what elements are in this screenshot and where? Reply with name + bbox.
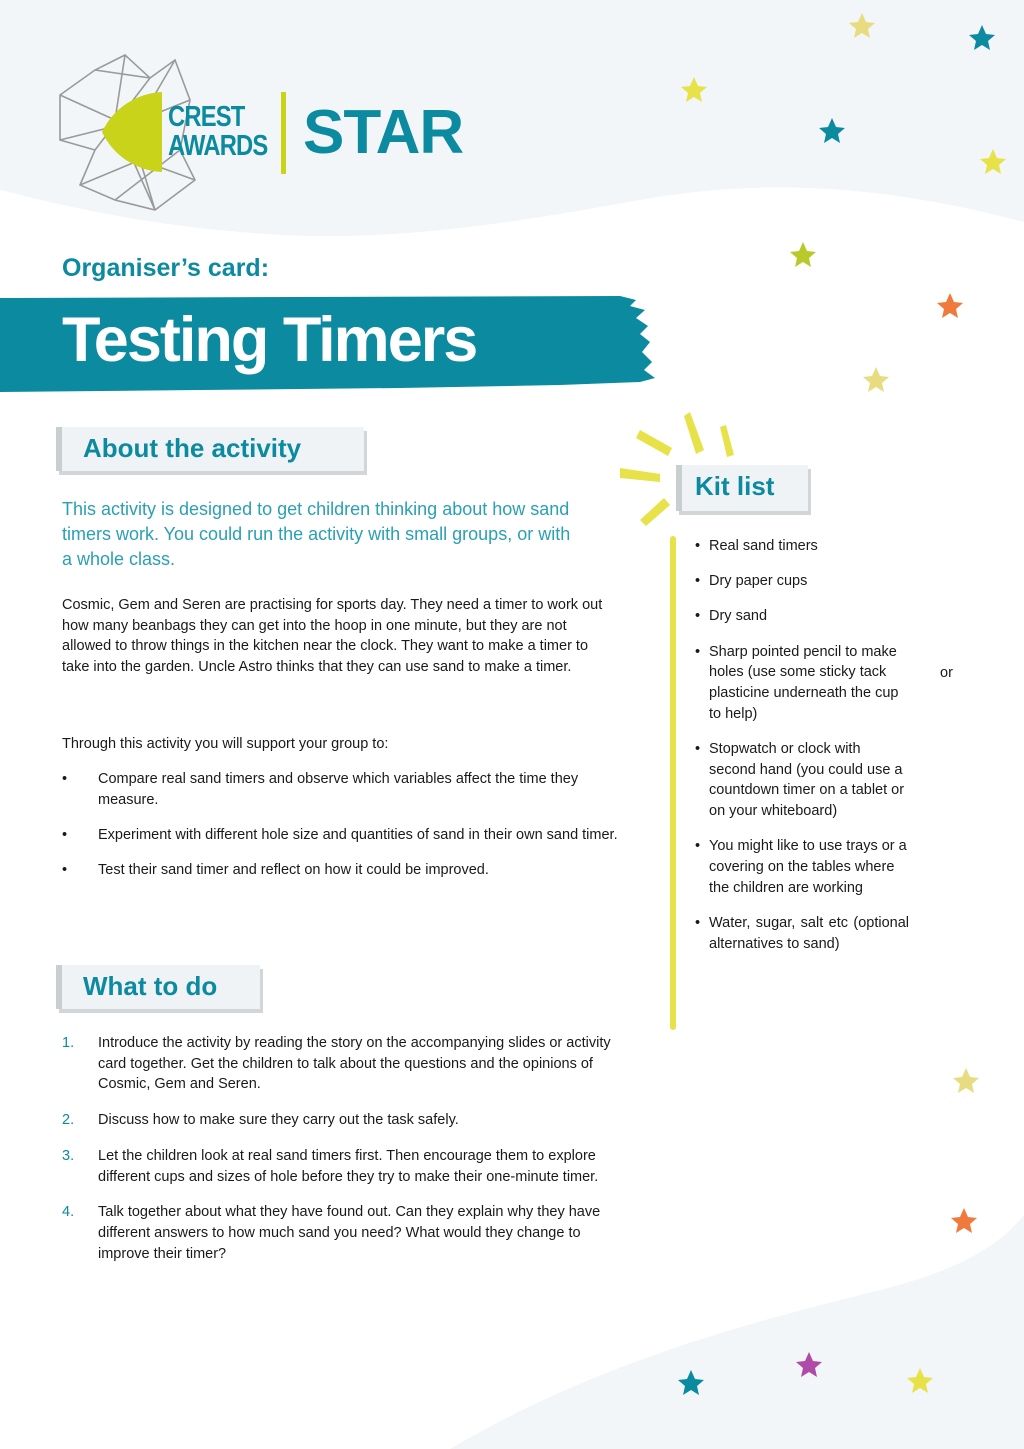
list-item-text: Experiment with different hole size and quantities of sand in their own sand timer. — [98, 826, 618, 843]
steps-list — [62, 1033, 622, 1279]
support-intro: Through this activity you will support your group to: — [62, 736, 389, 752]
star-icon — [790, 242, 816, 267]
what-to-do-heading-text: What to do — [83, 971, 218, 1001]
kit-item-text: Water, sugar, salt etc (optional alternatives to sand) — [709, 914, 909, 952]
list-item — [62, 825, 622, 846]
kit-item-text: Real sand timers — [709, 538, 818, 554]
story-paragraph: Cosmic, Gem and Seren are practising for sports day. They need a timer to work out how many beanbags they can get into the hoop in one minute, but they are not allowed to throw things in the kitchen near the clock. They want to make a timer to take into the garden. Uncle Astro thinks that they can use sand to make a timer. — [62, 597, 603, 676]
kit-item-text: Dry paper cups — [709, 573, 808, 590]
step-text: Let the children look at real sand timers first. Then encourage them to explore different cups and sizes of hole before they try to make their one-minute timer. — [98, 1147, 599, 1185]
page-subtitle: Organiser’s card: — [62, 254, 270, 282]
bullet-icon: • — [62, 826, 68, 843]
step-text: Talk together about what they have found out. Can they explain why they have different answers to how much sand you need? What would they change to improve their timer? — [98, 1204, 601, 1262]
bullet-icon: • — [695, 573, 701, 590]
kit-item — [695, 836, 909, 898]
step-number: 2. — [62, 1112, 75, 1129]
about-heading-text: About the activity — [83, 433, 302, 463]
step-text: Introduce the activity by reading the story on the accompanying slides or activity card together. Get the children to talk about the questions and the opinions of Cosmic, Gem and Seren. — [98, 1035, 611, 1093]
star-logo-text: STAR — [303, 98, 464, 167]
bullet-icon: • — [62, 771, 68, 787]
list-item-text: Compare real sand timers and observe which variables affect the time they measure. — [98, 771, 579, 808]
step-number: 1. — [62, 1035, 75, 1051]
step-item — [62, 1146, 622, 1187]
kit-list — [695, 536, 955, 969]
step-number: 4. — [62, 1204, 75, 1221]
bullet-icon: • — [695, 838, 701, 855]
kit-item — [695, 739, 909, 822]
bullet-icon: • — [62, 862, 68, 879]
bullet-icon: • — [695, 914, 701, 931]
step-item — [62, 1202, 622, 1264]
bullet-icon: • — [695, 643, 701, 660]
kit-list-heading-text: Kit list — [695, 471, 775, 501]
star-icon — [951, 1208, 977, 1233]
kit-item-text: Sharp pointed pencil to make holes (use some sticky tack plasticine underneath the cup to help) — [709, 643, 899, 722]
kit-item — [695, 571, 909, 592]
crest-word: CREST — [168, 101, 245, 133]
list-item — [62, 769, 622, 810]
step-item — [62, 1110, 622, 1131]
list-item-text: Test their sand timer and reflect on how it could be improved. — [98, 862, 489, 879]
kit-item-text: Dry sand — [709, 608, 768, 625]
star-icon — [863, 367, 889, 392]
kit-item — [695, 642, 909, 725]
bullet-icon: • — [695, 740, 701, 757]
page-title: Testing Timers — [62, 305, 477, 375]
bullet-icon: • — [695, 608, 701, 625]
heading-bar — [56, 965, 62, 1009]
about-section-heading — [56, 427, 364, 471]
intro-text: This activity is designed to get children thinking about how sand timers work. You could run the activity with small groups, or with a whole class. — [62, 499, 571, 569]
kit-list-divider — [670, 536, 676, 1030]
star-icon — [953, 1068, 979, 1093]
step-text: Discuss how to make sure they carry out the task safely. — [98, 1112, 459, 1129]
kit-list-heading — [676, 465, 808, 511]
heading-bar — [56, 427, 62, 471]
kit-item — [695, 536, 909, 557]
step-number: 3. — [62, 1147, 75, 1164]
logo-divider — [281, 92, 286, 174]
kit-item — [695, 913, 909, 954]
objectives-list — [62, 769, 622, 895]
kit-item-text: Stopwatch or clock with second hand (you could use a countdown timer on a tablet or on your whiteboard) — [709, 740, 905, 820]
what-to-do-section-heading — [56, 965, 260, 1009]
kit-item-text: You might like to use trays or a covering on the tables where the children are working — [709, 838, 907, 896]
crest-awards-logo-text — [168, 103, 267, 161]
kit-stray-or: or — [940, 665, 953, 681]
awards-word: AWARDS — [168, 130, 268, 162]
step-item — [62, 1033, 622, 1095]
heading-bar — [676, 465, 682, 511]
bullet-icon: • — [695, 538, 701, 554]
kit-item — [695, 606, 909, 627]
list-item — [62, 860, 622, 881]
star-icon — [937, 293, 963, 318]
